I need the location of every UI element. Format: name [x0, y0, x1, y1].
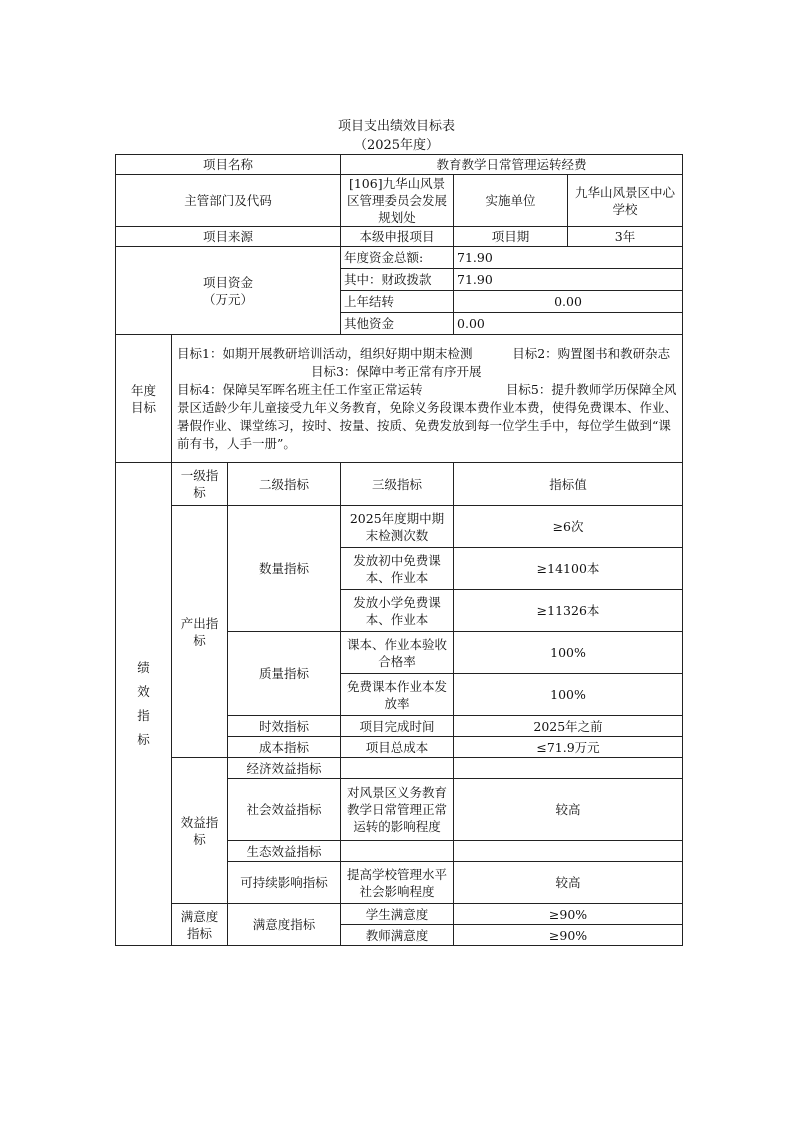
quality-1-name: 课本、作业本验收合格率	[341, 632, 454, 674]
project-name-value: 教育教学日常管理运转经费	[341, 155, 683, 175]
perf-side-4: 标	[137, 732, 150, 747]
annual-goals-label	[116, 335, 172, 463]
table-row	[116, 506, 683, 548]
row-department	[116, 175, 683, 227]
header-level1: 一级指标	[172, 463, 228, 506]
goal-1: 目标1：如期开展教研培训活动，组织好期中期末检测	[177, 345, 473, 361]
project-source-label: 项目来源	[116, 227, 341, 247]
department-value: [106]九华山风景区管理委员会发展规划处	[341, 175, 454, 227]
quality-2-name: 免费课本作业本发放率	[341, 674, 454, 716]
quantity-1-name: 2025年度期中期末检测次数	[341, 506, 454, 548]
ecological-benefit-value	[454, 841, 683, 862]
satisfaction-1-value: ≥90%	[454, 904, 683, 925]
economic-benefit-name	[341, 758, 454, 779]
table-row	[116, 904, 683, 925]
ecological-benefit-indicators: 生态效益指标	[228, 841, 341, 862]
fiscal-funds-value: 71.90	[454, 269, 683, 291]
ecological-benefit-name	[341, 841, 454, 862]
social-benefit-indicators: 社会效益指标	[228, 779, 341, 841]
perf-side-1: 绩	[137, 660, 150, 675]
perf-side-3: 指	[137, 708, 150, 723]
other-funds-label: 其他资金	[341, 313, 454, 335]
output-indicators: 产出指标	[172, 506, 228, 758]
header-level3: 三级指标	[341, 463, 454, 506]
annual-goals-text	[172, 335, 683, 463]
social-benefit-1-value: 较高	[454, 779, 683, 841]
goal-5: 目标5：提升教师学历保障全风景区适龄少年儿童接受九年义务教育，免除义务段课本费作业本费，使得免费课本、作业、暑假作业、课堂练习，按时、按量、按质、免费发放到每一位学生手中，每位学生做到“课前有书，人手一册”。	[177, 381, 678, 451]
row-project-name	[116, 155, 683, 175]
funds-unit: （万元）	[203, 291, 254, 307]
performance-indicators-label	[116, 463, 172, 946]
quantity-1-value: ≥6次	[454, 506, 683, 548]
satisfaction-1-name: 学生满意度	[341, 904, 454, 925]
sustainable-impact-1-name: 提高学校管理水平社会影响程度	[341, 862, 454, 904]
header-level2: 二级指标	[228, 463, 341, 506]
annual-funds-label: 年度资金总额:	[341, 247, 454, 269]
sustainable-impact-1-value: 较高	[454, 862, 683, 904]
table-row	[116, 758, 683, 779]
table-year: （2025年度）	[353, 138, 440, 153]
carryover-label: 上年结转	[341, 291, 454, 313]
goal-2: 目标2：购置图书和教研杂志	[512, 345, 671, 361]
row-source	[116, 227, 683, 247]
department-label: 主管部门及代码	[116, 175, 341, 227]
project-name-label: 项目名称	[116, 155, 341, 175]
quantity-2-name: 发放初中免费课本、作业本	[341, 548, 454, 590]
quantity-2-value: ≥14100本	[454, 548, 683, 590]
implementing-unit-value: 九华山风景区中心学校	[568, 175, 683, 227]
social-benefit-1-name: 对风景区义务教育教学日常管理正常运转的影响程度	[341, 779, 454, 841]
row-perf-header	[116, 463, 683, 506]
row-funds-annual	[116, 247, 683, 269]
satisfaction-2-name: 教师满意度	[341, 925, 454, 946]
quantity-3-value: ≥11326本	[454, 590, 683, 632]
benefit-indicators: 效益指标	[172, 758, 228, 904]
satisfaction-indicators-l2: 满意度指标	[228, 904, 341, 946]
row-annual-goals	[116, 335, 683, 463]
project-period-label: 项目期	[454, 227, 568, 247]
quality-1-value: 100%	[454, 632, 683, 674]
funds-label-text: 项目资金	[203, 274, 254, 290]
header-value: 指标值	[454, 463, 683, 506]
project-period-value: 3年	[568, 227, 683, 247]
satisfaction-indicators-l1: 满意度指标	[172, 904, 228, 946]
perf-side-2: 效	[137, 684, 150, 699]
carryover-value: 0.00	[454, 291, 683, 313]
table-title: 项目支出绩效目标表	[337, 119, 455, 134]
funds-label	[116, 247, 341, 335]
timeliness-indicators: 时效指标	[228, 716, 341, 737]
annual-goals-label-1: 年度	[130, 382, 156, 398]
cost-1-value: ≤71.9万元	[454, 737, 683, 758]
sustainable-impact-indicators: 可持续影响指标	[228, 862, 341, 904]
quality-2-value: 100%	[454, 674, 683, 716]
economic-benefit-value	[454, 758, 683, 779]
satisfaction-2-value: ≥90%	[454, 925, 683, 946]
quantity-indicators: 数量指标	[228, 506, 341, 632]
other-funds-value: 0.00	[454, 313, 683, 335]
annual-funds-value: 71.90	[454, 247, 683, 269]
annual-goals-label-2: 目标	[130, 399, 156, 415]
goal-3: 目标3：保障中考正常有序开展	[310, 363, 482, 379]
implementing-unit-label: 实施单位	[454, 175, 568, 227]
goal-4: 目标4：保障吴军晖名班主任工作室正常运转	[177, 381, 423, 397]
project-source-value: 本级申报项目	[341, 227, 454, 247]
timeliness-1-value: 2025年之前	[454, 716, 683, 737]
quantity-3-name: 发放小学免费课本、作业本	[341, 590, 454, 632]
economic-benefit-indicators: 经济效益指标	[228, 758, 341, 779]
cost-1-name: 项目总成本	[341, 737, 454, 758]
fiscal-funds-label: 其中：财政拨款	[341, 269, 454, 291]
cost-indicators: 成本指标	[228, 737, 341, 758]
quality-indicators: 质量指标	[228, 632, 341, 716]
timeliness-1-name: 项目完成时间	[341, 716, 454, 737]
performance-goal-table	[115, 154, 683, 946]
